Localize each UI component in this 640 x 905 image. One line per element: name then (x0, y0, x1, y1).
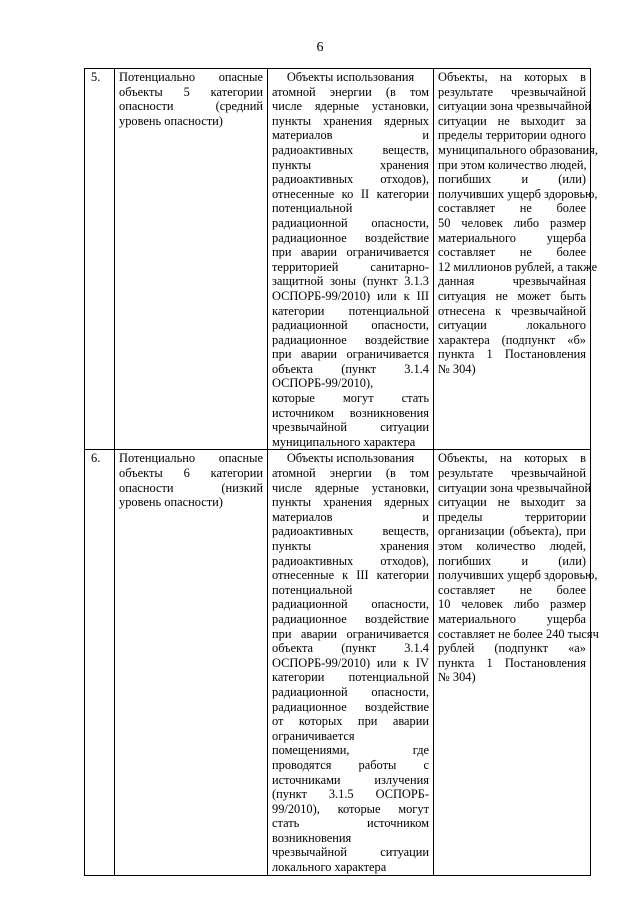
row-number: 6. (85, 450, 115, 875)
text-line: Потенциально опасные (119, 451, 263, 466)
text-line: 99/2010), которые могут (272, 801, 429, 816)
text-line: проводятся работы с (272, 757, 429, 772)
text-line: ситуации локального (438, 318, 586, 333)
text-line: потенциальной (272, 201, 353, 216)
text-line: пункта 1 Постановления (438, 655, 586, 670)
text-line: характера (подпункт «б» (438, 332, 586, 347)
text-line: Объекты, на которых в (438, 451, 586, 466)
text-line: ситуации не выходит за (438, 113, 586, 128)
text-line: источниками излучения (272, 772, 429, 787)
text-line: рублей (подпункт «а» (438, 641, 586, 656)
text-line: атомной энергии (в том (272, 466, 429, 481)
text-line: погибших и (или) (438, 172, 586, 187)
text-line: пределы территории (438, 509, 586, 524)
text-line: при аварии ограничивается (272, 245, 429, 260)
text-line: опасности (низкий (119, 480, 263, 495)
text-line: материального ущерба (438, 611, 586, 626)
text-line: ОСПОРБ-99/2010) или к IV (272, 655, 429, 670)
table-row (85, 69, 591, 450)
text-line: радиационной опасности, (272, 597, 429, 612)
page-number: 6 (316, 40, 324, 55)
text-line: радиационной опасности, (272, 318, 429, 333)
criteria-cell (434, 69, 598, 450)
text-line: ОСПОРБ-99/2010) или к III (272, 288, 429, 303)
text-line: этом количество людей, (438, 539, 586, 553)
text-line: составляет не более (438, 582, 586, 597)
text-line: результате чрезвычайной (438, 466, 586, 481)
text-line: радиационное воздействие (272, 332, 429, 347)
text-line: Объекты использования (286, 451, 415, 466)
text-line: (пункт 3.1.5 ОСПОРБ- (272, 787, 429, 802)
hazard-category-table (84, 68, 599, 876)
text-line: № 304) (438, 670, 476, 685)
text-line: территорией санитарно- (272, 259, 429, 274)
text-line: Потенциально опасные (119, 70, 263, 84)
text-line: пункты хранения ядерных (272, 113, 429, 128)
text-line: данная чрезвычайная (438, 274, 586, 289)
text-line: муниципального образования, (438, 142, 598, 157)
text-line: атомной энергии (в том (272, 84, 429, 99)
text-line: объекты 6 категории (119, 466, 263, 481)
text-line: пункта 1 Постановления (438, 347, 586, 362)
text-line: объекта (пункт 3.1.4 (272, 641, 429, 656)
text-line: 12 миллионов рублей, а также (438, 259, 598, 274)
text-line: погибших и (или) (438, 553, 586, 568)
table-row (85, 450, 591, 875)
text-line: чрезвычайной ситуации (272, 845, 429, 860)
criteria-cell (434, 450, 599, 875)
text-line: Объекты использования (286, 70, 415, 84)
text-line: объекта (пункт 3.1.4 (272, 361, 429, 376)
text-line: пункты хранения (272, 157, 429, 172)
text-line: Объекты, на которых в (438, 70, 586, 84)
objects-cell (268, 69, 434, 450)
text-line: уровень опасности) (119, 113, 223, 128)
text-line: при этом количество людей, (438, 157, 587, 172)
text-line: 10 человек либо размер (438, 597, 586, 612)
text-line: результате чрезвычайной (438, 84, 586, 99)
text-line: радиоактивных отходов), (272, 172, 429, 187)
category-cell (115, 450, 268, 875)
text-line: материалов и (272, 128, 429, 143)
text-line: материального ущерба (438, 230, 586, 245)
text-line: отнесенные к III категории (272, 568, 429, 583)
objects-cell (268, 450, 434, 875)
text-line: числе ядерные установки, (272, 480, 429, 495)
text-line: материалов и (272, 509, 429, 524)
text-line: составляет не более 240 тысяч (438, 626, 599, 641)
text-line: составляет не более (438, 245, 586, 260)
text-line: радиационной опасности, (272, 215, 429, 230)
text-line: уровень опасности) (119, 495, 223, 510)
text-line: при аварии ограничивается (272, 626, 429, 641)
row-number: 5. (85, 69, 115, 450)
text-line: пункты хранения (272, 539, 429, 553)
text-line: радиоактивных веществ, (272, 524, 429, 539)
text-line: ситуации зона чрезвычайной (438, 99, 592, 114)
text-line: муниципального характера (272, 434, 416, 449)
text-line: отнесена к чрезвычайной (438, 303, 586, 318)
text-line: категории потенциальной (272, 303, 429, 318)
text-line: радиоактивных отходов), (272, 553, 429, 568)
text-line: составляет не более (438, 201, 586, 216)
text-line: потенциальной (272, 582, 353, 597)
text-line: радиационное воздействие (272, 611, 429, 626)
text-line: категории потенциальной (272, 670, 429, 685)
table-body (85, 69, 599, 876)
text-line: числе ядерные установки, (272, 99, 429, 114)
text-line: радиоактивных веществ, (272, 142, 429, 157)
text-line: получивших ущерб здоровью, (438, 568, 598, 583)
text-line: помещениями, где (272, 743, 429, 758)
category-cell (115, 69, 268, 450)
text-line: при аварии ограничивается (272, 347, 429, 362)
text-line: организации (объекта), при (438, 524, 586, 539)
text-line: ситуация не может быть (438, 288, 586, 303)
text-line: ситуации не выходит за (438, 495, 586, 510)
text-line: получивших ущерб здоровью, (438, 186, 598, 201)
text-line: стать источником (272, 816, 429, 831)
text-line: чрезвычайной ситуации (272, 420, 429, 435)
text-line: № 304) (438, 361, 476, 376)
text-line: ограничивается (272, 728, 355, 743)
text-line: радиационное воздействие (272, 230, 429, 245)
text-line: которые могут стать (272, 391, 429, 406)
text-line: объекты 5 категории (119, 84, 263, 99)
text-line: защитной зоны (пункт 3.1.3 (272, 274, 429, 289)
text-line: пункты хранения ядерных (272, 495, 429, 510)
text-line: ситуации зона чрезвычайной (438, 480, 592, 495)
text-line: локального характера (272, 860, 387, 875)
text-line: радиационное воздействие (272, 699, 429, 714)
text-line: отнесенные ко II категории (272, 186, 429, 201)
text-line: ОСПОРБ-99/2010), (272, 376, 374, 391)
text-line: 50 человек либо размер (438, 215, 586, 230)
text-line: пределы территории одного (438, 128, 586, 143)
text-line: от которых при аварии (272, 714, 429, 729)
text-line: возникновения (272, 830, 352, 845)
text-line: опасности (средний (119, 99, 263, 114)
text-line: радиационной опасности, (272, 684, 429, 699)
text-line: источником возникновения (272, 405, 429, 420)
